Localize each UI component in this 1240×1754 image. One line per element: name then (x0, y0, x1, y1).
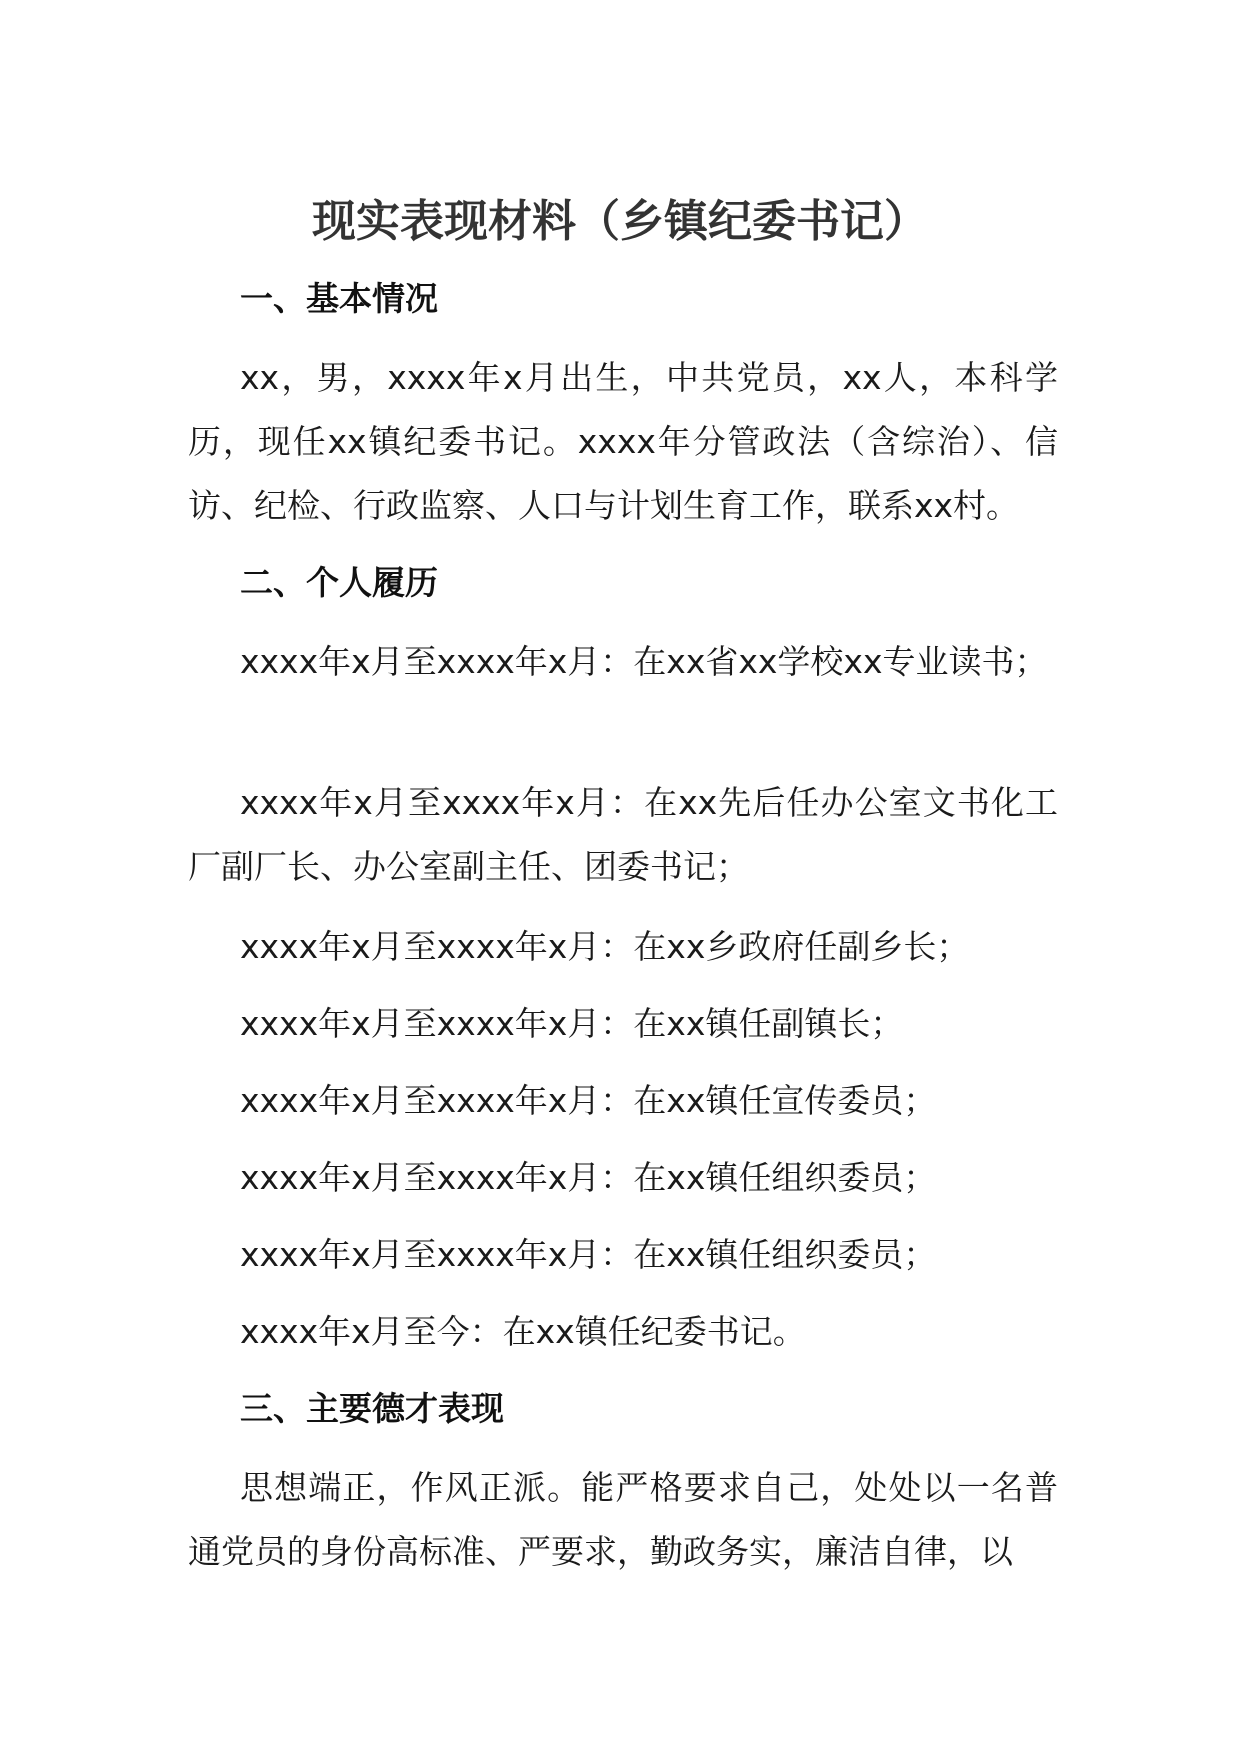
resume-entry-2: xxxx年x月至xxxx年x月：在xx先后任办公室文书化工厂副厂长、办公室副主任、团委书记； (188, 783, 1058, 886)
resume-entry-5: xxxx年x月至xxxx年x月：在xx镇任宣传委员； (240, 1081, 937, 1120)
resume-entry-7: xxxx年x月至xxxx年x月：在xx镇任组织委员； (240, 1235, 937, 1274)
resume-entry-3: xxxx年x月至xxxx年x月：在xx乡政府任副乡长； (240, 927, 970, 966)
paragraph-performance: 思想端正，作风正派。能严格要求自己，处处以一名普通党员的身份高标准、严要求，勤政务实，廉洁自律，以 (188, 1468, 1058, 1571)
resume-entry-4: xxxx年x月至xxxx年x月：在xx镇任副镇长； (240, 1004, 904, 1043)
page-title: 现实表现材料（乡镇纪委书记） (312, 196, 928, 247)
paragraph-basic-info: xx，男，xxxx年x月出生，中共党员，xx人，本科学历，现任xx镇纪委书记。xxxx年分管政法（含综治）、信访、纪检、行政监察、人口与计划生育工作，联系xx村。 (188, 358, 1058, 525)
resume-entry-1: xxxx年x月至xxxx年x月：在xx省xx学校xx专业读书； (240, 642, 1048, 681)
section-heading-basic-info: 一、基本情况 (240, 279, 438, 318)
section-heading-resume: 二、个人履历 (240, 563, 438, 602)
section-heading-performance: 三、主要德才表现 (240, 1389, 504, 1428)
resume-entry-8: xxxx年x月至今：在xx镇任纪委书记。 (240, 1312, 806, 1351)
resume-entry-6: xxxx年x月至xxxx年x月：在xx镇任组织委员； (240, 1158, 937, 1197)
